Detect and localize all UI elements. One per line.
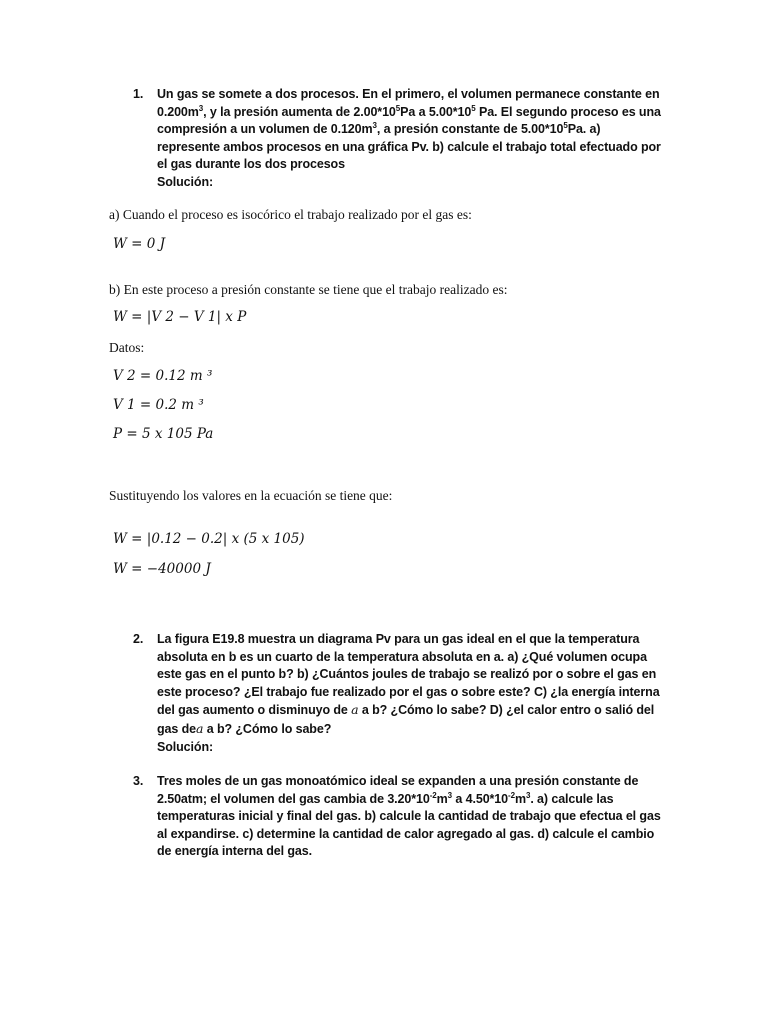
problem-1-line-4: represente ambos procesos en una gráfica Pv. b) calcule el trabajo total efectuado por [157, 139, 661, 154]
problem-3-line-2-c: a 4.50*10 [452, 791, 509, 806]
problem-1-line-2-c: Pa a 5.00*10 [400, 104, 472, 119]
problem-2-statement [157, 631, 673, 756]
problem-3-line-2-b: m [436, 791, 448, 806]
problem-1-line-3-b: , a presión constante de 5.00*10 [376, 122, 564, 137]
problem-3-line-3: temperaturas inicial y final del gas. b) calcule la cantidad de trabajo que efectua el gas [157, 809, 661, 824]
substitution-formula-1: W = |0.12 − 0.2| x (5 x 105) [113, 531, 305, 547]
solution-label: Solución: [157, 739, 214, 754]
problem-3-line-2-a: 2.50atm; el volumen del gas cambia de 3.20*10 [157, 791, 430, 806]
variable-a: a [196, 720, 204, 736]
problem-2-line-6 [157, 720, 673, 739]
datos-label: Datos: [109, 340, 145, 355]
part-a-text: a) Cuando el proceso es isocórico el trabajo realizado por el gas es: [109, 207, 472, 222]
part-a-formula: W = 0 J [113, 236, 166, 252]
problem-1-statement [157, 86, 673, 192]
problem-1-line-2-a: 0.200m [157, 104, 199, 119]
problem-1-line-5: el gas durante los dos procesos [157, 157, 345, 172]
superscript: 3 [372, 121, 377, 131]
datos-p: P = 5 x 105 Pa [113, 426, 214, 442]
problem-2-line-2: absoluta en b es un cuarto de la temperatura absoluta en a. a) ¿Qué volumen ocupa [157, 649, 647, 664]
superscript: 5 [563, 121, 568, 131]
part-b-text: b) En este proceso a presión constante se tiene que el trabajo realizado es: [109, 282, 508, 297]
superscript: 3 [525, 790, 531, 800]
problem-1-number: 1. [133, 87, 144, 101]
substitution-text: Sustituyendo los valores en la ecuación se tiene que: [109, 488, 393, 503]
problem-1-line-2-b: , y la presión aumenta de 2.00*10 [203, 104, 396, 119]
problem-3-line-5: de energía interna del gas. [157, 844, 312, 859]
substitution-formula-2: W = −40000 J [113, 561, 211, 577]
part-b-formula: W = |V 2 − V 1| x P [113, 309, 247, 325]
datos-v1: V 1 = 0.2 m ³ [113, 397, 204, 413]
problem-1-line-2 [157, 104, 673, 122]
superscript: 5 [395, 103, 401, 113]
problem-1-line-3-a: compresión a un volumen de 0.120m [157, 122, 373, 137]
problem-2-line-5-b: a b? ¿Cómo lo sabe? D) ¿el calor entro o salió del [358, 703, 655, 718]
problem-2-line-4: este proceso? ¿El trabajo fue realizado por el gas o sobre este? C) ¿la energía interna [157, 684, 660, 699]
problem-1-line-1: Un gas se somete a dos procesos. En el primero, el volumen permanece constante en [157, 87, 660, 101]
superscript: 3 [198, 103, 204, 113]
problem-2-line-6-a: gas de [157, 721, 196, 736]
problem-1-line-2-d: Pa. El segundo proceso es una [475, 104, 661, 119]
problem-2 [133, 631, 673, 756]
superscript: -2 [429, 790, 437, 800]
problem-2-line-5-a: del gas aumento o disminuyo de [157, 703, 352, 718]
problem-3 [133, 773, 673, 861]
problem-3-line-2 [157, 791, 673, 809]
problem-2-line-3: este gas en el punto b? b) ¿Cuántos joules de trabajo se realizó por o sobre el gas en [157, 667, 657, 682]
problem-3-statement [157, 773, 673, 861]
variable-a: a [351, 702, 359, 718]
problem-3-number: 3. [133, 774, 144, 788]
datos-v2: V 2 = 0.12 m ³ [113, 368, 213, 384]
superscript: -2 [508, 790, 515, 800]
problem-3-line-2-d: m [514, 791, 526, 806]
problem-1-line-3-c: Pa. a) [567, 122, 601, 137]
problem-2-line-5 [157, 701, 673, 720]
problem-1 [133, 86, 673, 192]
problem-1-line-3 [157, 121, 673, 139]
superscript: 3 [447, 790, 453, 800]
solution-label: Solución: [157, 174, 214, 189]
problem-3-line-4: al expandirse. c) determine la cantidad de calor agregado al gas. d) calcule el cambio [157, 826, 655, 841]
problem-2-line-1: La figura E19.8 muestra un diagrama Pv para un gas ideal en el que la temperatura [157, 632, 640, 646]
problem-3-line-2-e: . a) calcule las [530, 791, 614, 806]
problem-2-number: 2. [133, 632, 144, 646]
problem-3-line-1: Tres moles de un gas monoatómico ideal se expanden a una presión constante de [157, 774, 639, 788]
problem-2-line-6-b: a b? ¿Cómo lo sabe? [203, 721, 332, 736]
superscript: 5 [471, 103, 476, 113]
